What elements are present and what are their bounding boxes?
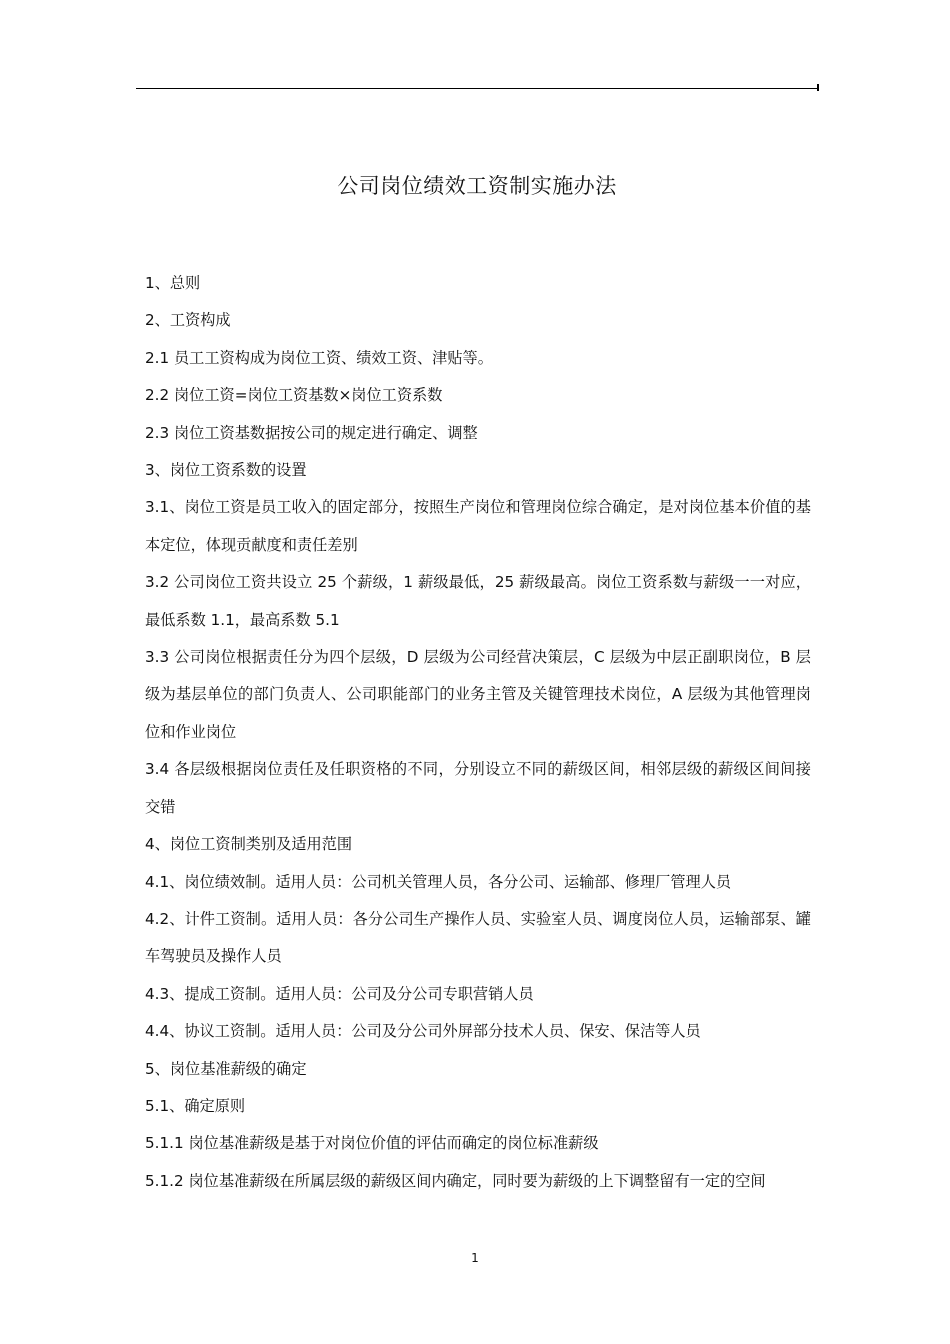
clause-3-4: 3.4 各层级根据岗位责任及任职资格的不同，分别设立不同的薪级区间，相邻层级的薪级区间间接交错 [145,760,811,816]
section-heading-3: 3、岗位工资系数的设置 [145,461,307,480]
clause-3-2: 3.2 公司岗位工资共设立 25 个薪级，1 薪级最低，25 薪级最高。岗位工资系数与薪级一一对应，最低系数 1.1，最高系数 5.1 [145,573,811,629]
clause-2-1: 2.1 员工工资构成为岗位工资、绩效工资、津贴等。 [145,348,493,367]
clause-5-1-1: 5.1.1 岗位基准薪级是基于对岗位价值的评估而确定的岗位标准薪级 [145,1134,599,1153]
page-number: 1 [471,1251,479,1265]
header-rule-end-mark [817,84,819,91]
clause-4-4: 4.4、协议工资制。适用人员：公司及分公司外屏部分技术人员、保安、保洁等人员 [145,1022,701,1041]
clause-5-1-2: 5.1.2 岗位基准薪级在所属层级的薪级区间内确定，同时要为薪级的上下调整留有一定的空间 [145,1171,766,1190]
section-heading-2: 2、工资构成 [145,311,231,330]
clause-2-3: 2.3 岗位工资基数据按公司的规定进行确定、调整 [145,423,478,442]
clause-2-2: 2.2 岗位工资=岗位工资基数×岗位工资系数 [145,386,443,405]
clause-3-1: 3.1、岗位工资是员工收入的固定部分，按照生产岗位和管理岗位综合确定，是对岗位基本价值的基本定位，体现贡献度和责任差别 [145,498,811,554]
document-body [145,265,811,1200]
clause-4-3: 4.3、提成工资制。适用人员：公司及分公司专职营销人员 [145,984,534,1003]
document-title: 公司岗位绩效工资制实施办法 [337,174,617,198]
section-heading-1: 1、总则 [145,274,201,292]
section-heading-4: 4、岗位工资制类别及适用范围 [145,835,353,854]
section-heading-5: 5、岗位基准薪级的确定 [145,1059,307,1078]
clause-4-2: 4.2、计件工资制。适用人员：各分公司生产操作人员、实验室人员、调度岗位人员，运输部泵、罐车驾驶员及操作人员 [145,909,811,966]
clause-4-1: 4.1、岗位绩效制。适用人员：公司机关管理人员，各分公司、运输部、修理厂管理人员 [145,872,732,891]
clause-3-3: 3.3 公司岗位根据责任分为四个层级，D 层级为公司经营决策层，C 层级为中层正副职岗位，B 层级为基层单位的部门负责人、公司职能部门的业务主管及关键管理技术岗位，A 层级为其他管理岗位和作业岗位 [145,648,811,741]
header-rule [136,88,818,89]
clause-5-1: 5.1、确定原则 [145,1096,246,1115]
